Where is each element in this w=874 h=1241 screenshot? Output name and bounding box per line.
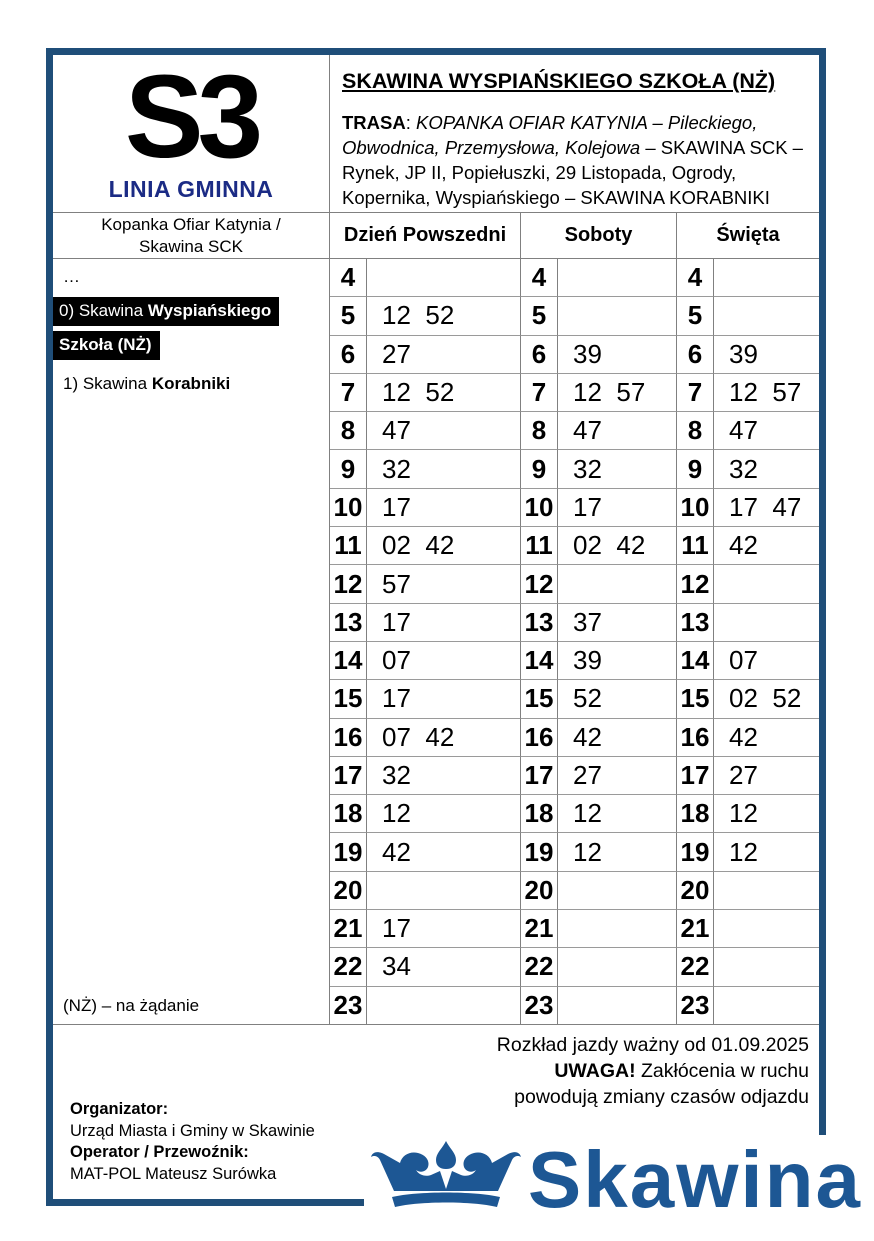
- minutes-cell-sunday: 12: [714, 833, 819, 871]
- hour-cell-saturday: 23: [521, 987, 558, 1025]
- minutes-cell-sunday: [714, 565, 819, 603]
- current-stop-line2: Szkoła (NŻ): [53, 331, 160, 360]
- hour-cell-sunday: 13: [677, 604, 714, 642]
- hour-cell-weekday: 5: [330, 297, 367, 335]
- on-request-footnote: (NŻ) – na żądanie: [63, 996, 200, 1015]
- minutes-cell-saturday: [558, 259, 677, 297]
- minutes-cell-sunday: 27: [714, 757, 819, 795]
- minutes-cell-weekday: 47: [367, 412, 521, 450]
- minutes-cell-weekday: 12: [367, 795, 521, 833]
- minutes-cell-saturday: [558, 948, 677, 986]
- timetable-band: [53, 212, 819, 1025]
- minutes-cell-weekday: 02 42: [367, 527, 521, 565]
- minutes-cell-saturday: 47: [558, 412, 677, 450]
- minutes-cell-sunday: 02 52: [714, 680, 819, 718]
- hour-cell-saturday: 15: [521, 680, 558, 718]
- stops-header-line2: Skawina SCK: [139, 236, 243, 256]
- minutes-cell-saturday: 17: [558, 489, 677, 527]
- hour-cell-saturday: 14: [521, 642, 558, 680]
- operator-label: Operator / Przewoźnik:: [70, 1143, 249, 1161]
- hour-cell-saturday: 18: [521, 795, 558, 833]
- hour-cell-saturday: 5: [521, 297, 558, 335]
- hour-cell-sunday: 5: [677, 297, 714, 335]
- hour-cell-sunday: 7: [677, 374, 714, 412]
- minutes-cell-saturday: 12: [558, 833, 677, 871]
- current-stop-line1: 0) Skawina Wyspiańskiego: [53, 297, 279, 326]
- minutes-cell-sunday: 39: [714, 336, 819, 374]
- hour-cell-weekday: 21: [330, 910, 367, 948]
- minutes-cell-saturday: 12: [558, 795, 677, 833]
- hour-cell-weekday: 11: [330, 527, 367, 565]
- hour-cell-sunday: 17: [677, 757, 714, 795]
- minutes-cell-sunday: [714, 987, 819, 1025]
- hour-cell-saturday: 13: [521, 604, 558, 642]
- minutes-cell-weekday: [367, 987, 521, 1025]
- minutes-cell-weekday: 17: [367, 604, 521, 642]
- minutes-cell-saturday: 27: [558, 757, 677, 795]
- hour-cell-sunday: 12: [677, 565, 714, 603]
- hour-cell-weekday: 15: [330, 680, 367, 718]
- column-header-sunday: Święta: [677, 213, 819, 259]
- column-header-weekday: Dzień Powszedni: [330, 213, 521, 259]
- hour-cell-weekday: 20: [330, 872, 367, 910]
- hour-cell-weekday: 19: [330, 833, 367, 871]
- hour-cell-saturday: 20: [521, 872, 558, 910]
- hour-cell-weekday: 22: [330, 948, 367, 986]
- minutes-cell-weekday: 27: [367, 336, 521, 374]
- minutes-cell-sunday: 17 47: [714, 489, 819, 527]
- minutes-cell-saturday: 52: [558, 680, 677, 718]
- hour-cell-saturday: 12: [521, 565, 558, 603]
- route-label: TRASA: [342, 112, 406, 133]
- hour-cell-weekday: 16: [330, 719, 367, 757]
- line-type-label: LINIA GMINNA: [108, 175, 274, 202]
- stops-header-line1: Kopanka Ofiar Katynia /: [101, 214, 281, 234]
- hour-cell-saturday: 4: [521, 259, 558, 297]
- hour-cell-saturday: 10: [521, 489, 558, 527]
- minutes-cell-saturday: 32: [558, 450, 677, 488]
- timetable-grid: [330, 213, 819, 1024]
- hour-cell-saturday: 19: [521, 833, 558, 871]
- organizer-label: Organizator:: [70, 1100, 169, 1118]
- hour-cell-saturday: 17: [521, 757, 558, 795]
- hour-cell-sunday: 14: [677, 642, 714, 680]
- minutes-cell-saturday: 42: [558, 719, 677, 757]
- hour-cell-saturday: 7: [521, 374, 558, 412]
- hour-cell-saturday: 16: [521, 719, 558, 757]
- minutes-cell-sunday: 12 57: [714, 374, 819, 412]
- minutes-cell-sunday: [714, 872, 819, 910]
- hour-cell-sunday: 23: [677, 987, 714, 1025]
- hour-cell-sunday: 4: [677, 259, 714, 297]
- hour-cell-sunday: 20: [677, 872, 714, 910]
- minutes-cell-weekday: 34: [367, 948, 521, 986]
- minutes-cell-saturday: 12 57: [558, 374, 677, 412]
- hour-cell-sunday: 11: [677, 527, 714, 565]
- hour-cell-sunday: 16: [677, 719, 714, 757]
- warning-note-line2: powodują zmiany czasów odjazdu: [514, 1086, 809, 1108]
- column-header-saturday: Soboty: [521, 213, 677, 259]
- minutes-cell-weekday: 12 52: [367, 374, 521, 412]
- minutes-cell-weekday: [367, 259, 521, 297]
- minutes-cell-sunday: 07: [714, 642, 819, 680]
- minutes-cell-weekday: 17: [367, 489, 521, 527]
- minutes-cell-sunday: 47: [714, 412, 819, 450]
- line-badge: [53, 51, 330, 212]
- hour-cell-weekday: 9: [330, 450, 367, 488]
- operator-value: MAT-POL Mateusz Surówka: [70, 1164, 277, 1183]
- minutes-cell-saturday: 02 42: [558, 527, 677, 565]
- header-band: [53, 51, 819, 212]
- hour-cell-sunday: 22: [677, 948, 714, 986]
- hour-cell-weekday: 17: [330, 757, 367, 795]
- organizer-value: Urząd Miasta i Gminy w Skawinie: [70, 1121, 315, 1140]
- minutes-cell-weekday: 17: [367, 910, 521, 948]
- title-block: [330, 55, 834, 212]
- minutes-cell-saturday: 39: [558, 336, 677, 374]
- hour-cell-sunday: 9: [677, 450, 714, 488]
- timetable-sheet: [46, 48, 862, 1224]
- route-colon: :: [405, 112, 417, 133]
- footer-band: [53, 1025, 862, 1224]
- minutes-cell-weekday: 07: [367, 642, 521, 680]
- crown-icon: [370, 1139, 522, 1211]
- hour-cell-saturday: 21: [521, 910, 558, 948]
- stops-list: [53, 259, 329, 1024]
- stops-ellipsis: …: [63, 267, 80, 286]
- hour-cell-saturday: 9: [521, 450, 558, 488]
- hour-cell-saturday: 11: [521, 527, 558, 565]
- hour-cell-weekday: 23: [330, 987, 367, 1025]
- hour-cell-saturday: 22: [521, 948, 558, 986]
- hour-cell-sunday: 19: [677, 833, 714, 871]
- minutes-cell-weekday: 32: [367, 757, 521, 795]
- hour-cell-sunday: 8: [677, 412, 714, 450]
- logo-wordmark: Skawina: [527, 1134, 862, 1224]
- minutes-cell-saturday: 37: [558, 604, 677, 642]
- hour-cell-weekday: 13: [330, 604, 367, 642]
- minutes-cell-weekday: [367, 872, 521, 910]
- hour-cell-sunday: 10: [677, 489, 714, 527]
- stops-panel: [53, 213, 330, 1024]
- hour-cell-weekday: 12: [330, 565, 367, 603]
- warning-note-line1: UWAGA! Zakłócenia w ruchu: [554, 1060, 809, 1082]
- minutes-cell-sunday: [714, 259, 819, 297]
- current-stop-highlight: [53, 297, 329, 365]
- minutes-cell-saturday: [558, 872, 677, 910]
- page-title: SKAWINA WYSPIAŃSKIEGO SZKOŁA (NŻ): [342, 69, 776, 93]
- minutes-cell-saturday: [558, 987, 677, 1025]
- minutes-cell-saturday: 39: [558, 642, 677, 680]
- minutes-cell-weekday: 57: [367, 565, 521, 603]
- terminus-stop: 1) Skawina Korabniki: [63, 374, 231, 393]
- skawina-logo: [364, 1135, 874, 1225]
- organizer-block: [70, 1099, 315, 1185]
- hour-cell-sunday: 18: [677, 795, 714, 833]
- minutes-cell-sunday: 32: [714, 450, 819, 488]
- minutes-cell-sunday: [714, 948, 819, 986]
- minutes-cell-weekday: 12 52: [367, 297, 521, 335]
- minutes-cell-sunday: 12: [714, 795, 819, 833]
- minutes-cell-weekday: 07 42: [367, 719, 521, 757]
- route-italic-part: KOPANKA OFIAR KATYNIA – Pileckiego, Obwodnica, Przemysłowa, Kolejowa: [342, 112, 758, 158]
- minutes-cell-saturday: [558, 297, 677, 335]
- line-code: S3: [124, 51, 258, 184]
- minutes-cell-sunday: [714, 910, 819, 948]
- hour-cell-weekday: 14: [330, 642, 367, 680]
- hour-cell-weekday: 10: [330, 489, 367, 527]
- minutes-cell-weekday: 32: [367, 450, 521, 488]
- hour-cell-weekday: 4: [330, 259, 367, 297]
- hour-cell-weekday: 7: [330, 374, 367, 412]
- valid-from-note: Rozkład jazdy ważny od 01.09.2025: [496, 1034, 809, 1056]
- route-description: [342, 110, 820, 210]
- minutes-cell-weekday: 42: [367, 833, 521, 871]
- stops-panel-header: [53, 213, 329, 259]
- hour-cell-sunday: 21: [677, 910, 714, 948]
- hour-cell-saturday: 6: [521, 336, 558, 374]
- hour-cell-weekday: 6: [330, 336, 367, 374]
- minutes-cell-sunday: 42: [714, 527, 819, 565]
- minutes-cell-sunday: 42: [714, 719, 819, 757]
- route-regular-part: – SKAWINA SCK – Rynek, JP II, Popiełuszki, 29 Listopada, Ogrody, Kopernika, Wyspiańskiego – SKAWINA KORABNIKI: [342, 137, 803, 208]
- hour-cell-sunday: 6: [677, 336, 714, 374]
- hour-cell-sunday: 15: [677, 680, 714, 718]
- minutes-cell-sunday: [714, 297, 819, 335]
- hour-cell-weekday: 8: [330, 412, 367, 450]
- hour-cell-saturday: 8: [521, 412, 558, 450]
- validity-notes: [497, 1032, 809, 1110]
- minutes-cell-saturday: [558, 910, 677, 948]
- hour-cell-weekday: 18: [330, 795, 367, 833]
- minutes-cell-sunday: [714, 604, 819, 642]
- minutes-cell-weekday: 17: [367, 680, 521, 718]
- minutes-cell-saturday: [558, 565, 677, 603]
